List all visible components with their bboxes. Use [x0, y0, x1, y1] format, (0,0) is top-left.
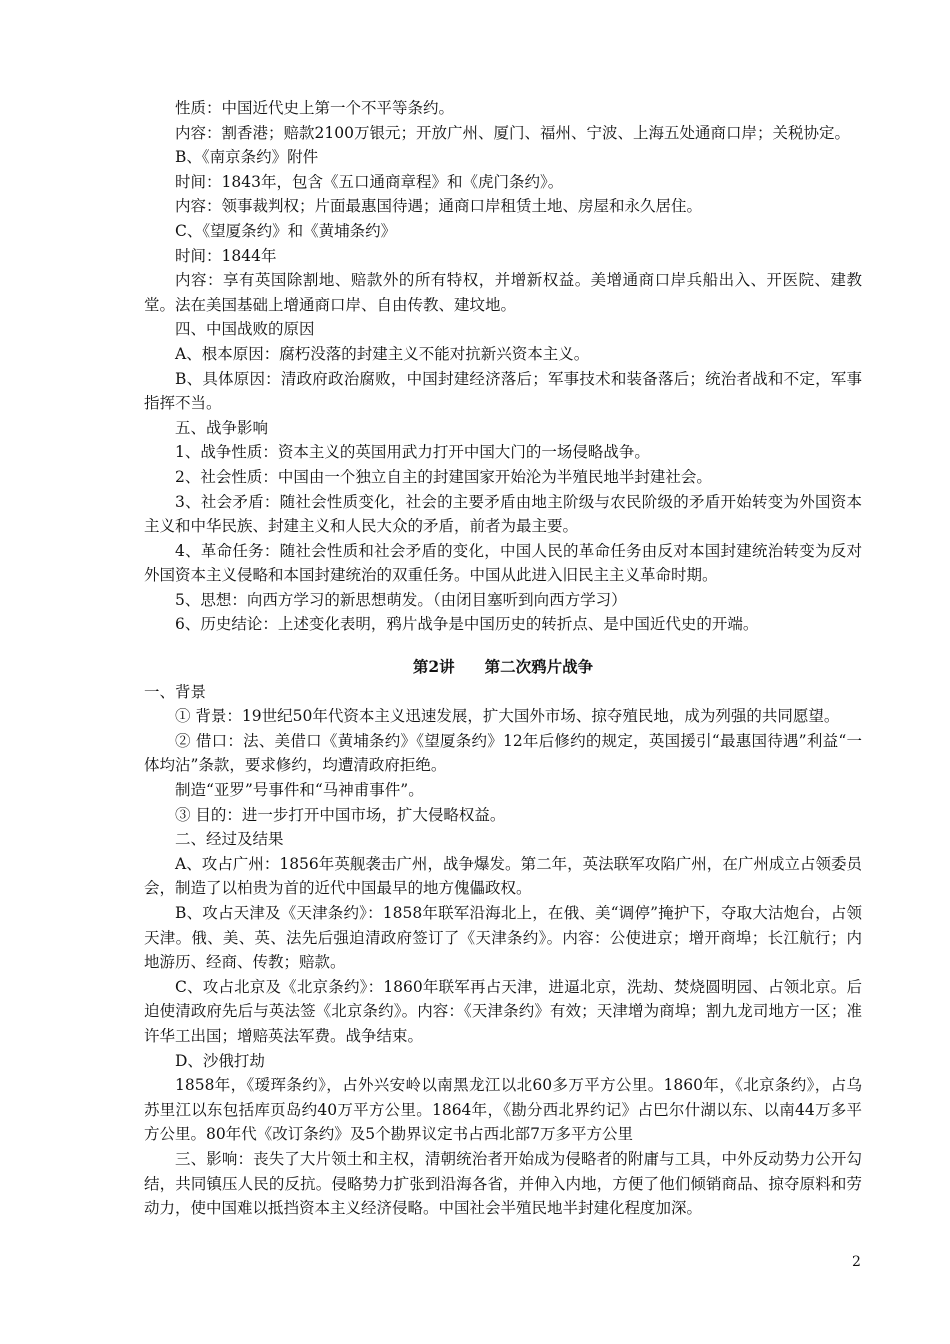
section-heading: 二、经过及结果 — [175, 830, 284, 849]
section-heading: 五、战争影响 — [175, 418, 269, 437]
paragraph: A、根本原因：腐朽没落的封建主义不能对抗新兴资本主义。 — [175, 344, 590, 363]
paragraph: B、具体原因：清政府政治腐败，中国封建经济落后；军事技术和装备落后；统治者战和不定，军事指挥不当。 — [144, 369, 862, 413]
lecture-number: 第2讲 — [412, 657, 455, 677]
paragraph: 时间：1843年，包含《五口通商章程》和《虎门条约》。 — [175, 172, 564, 191]
paragraph: 时间：1844年 — [175, 246, 277, 265]
paragraph: 3、社会矛盾：随社会性质变化，社会的主要矛盾由地主阶级与农民阶级的矛盾开始转变为外国资本主义和中华民族、封建主义和人民大众的矛盾，前者为最主要。 — [144, 492, 862, 536]
paragraph: C、攻占北京及《北京条约》：1860年联军再占天津，进逼北京，洗劫、焚烧圆明园、占领北京。后迫使清政府先后与英法签《北京条约》。内容：《天津条约》有效；天津增为商埠；割九龙司地方一区；准许华工出国；增赔英法军费。战争结束。 — [144, 977, 862, 1045]
paragraph: 1858年，《瑷珲条约》，占外兴安岭以南黑龙江以北60多万平方公里。1860年，《北京条约》，占乌苏里江以东包括库页岛约40万平方公里。1864年，《勘分西北界约记》占巴尔什湖以东、以南44万多平方公里。80年代《改订条约》及5个勘界议定书占西北部7万多平方公里 — [144, 1076, 862, 1144]
paragraph: ② 借口：法、美借口《黄埔条约》《望厦条约》12年后修约的规定，英国援引“最惠国待遇”利益“一体均沾”条款，要求修约，均遭清政府拒绝。 — [144, 731, 862, 775]
paragraph: ① 背景：19世纪50年代资本主义迅速发展，扩大国外市场、掠夺殖民地，成为列强的共同愿望。 — [175, 707, 840, 726]
paragraph: 1、战争性质：资本主义的英国用武力打开中国大门的一场侵略战争。 — [175, 443, 650, 462]
spacer — [144, 637, 862, 655]
paragraph: 内容：享有英国除割地、赔款外的所有特权，并增新权益。美增通商口岸兵船出入、开医院、建教堂。法在美国基础上增通商口岸、自由传教、建坟地。 — [144, 271, 862, 314]
paragraph: 4、革命任务：随社会性质和社会矛盾的变化，中国人民的革命任务由反对本国封建统治转变为反对外国资本主义侵略和本国封建统治的双重任务。中国从此进入旧民主主义革命时期。 — [144, 541, 862, 585]
lecture-title — [144, 655, 862, 680]
paragraph: D、沙俄打劫 — [175, 1051, 265, 1070]
page-number: 2 — [852, 1254, 861, 1270]
paragraph: 性质：中国近代史上第一个不平等条约。 — [175, 99, 455, 117]
section-heading: 四、中国战败的原因 — [175, 320, 315, 339]
paragraph: A、攻占广州：1856年英舰袭击广州，战争爆发。第二年，英法联军攻陷广州，在广州成立占领委员会，制造了以柏贵为首的近代中国最早的地方傀儡政权。 — [144, 854, 862, 898]
paragraph: C、《望厦条约》和《黄埔条约》 — [175, 221, 397, 240]
page-content — [144, 96, 862, 1221]
paragraph: 制造“亚罗”号事件和“马神甫事件”。 — [175, 781, 424, 800]
paragraph: B、攻占天津及《天津条约》：1858年联军沿海北上，在俄、美“调停”掩护下，夺取大沽炮台，占领天津。俄、美、英、法先后强迫清政府签订了《天津条约》。内容：公使进京；增开商埠；长江航行；内地游历、经商、传教；赔款。 — [144, 904, 862, 972]
section-heading: 一、背景 — [144, 682, 207, 701]
paragraph: B、《南京条约》附件 — [175, 148, 319, 167]
paragraph: ③ 目的：进一步打开中国市场，扩大侵略权益。 — [175, 805, 506, 824]
paragraph: 2、社会性质：中国由一个独立自主的封建国家开始沦为半殖民地半封建社会。 — [175, 467, 712, 486]
paragraph: 内容：领事裁判权；片面最惠国待遇；通商口岸租赁土地、房屋和永久居住。 — [175, 197, 703, 216]
paragraph: 5、思想：向西方学习的新思想萌发。（由闭目塞听到向西方学习） — [175, 590, 627, 609]
paragraph: 内容：割香港；赔款2100万银元；开放广州、厦门、福州、宁波、上海五处通商口岸；关税协定。 — [175, 123, 850, 142]
paragraph: 三、影响：丧失了大片领土和主权，清朝统治者开始成为侵略者的附庸与工具，中外反动势力公开勾结，共同镇压人民的反抗。侵略势力扩张到沿海各省，并伸入内地，方便了他们倾销商品、掠夺原料和劳动力，使中国难以抵挡资本主义经济侵略。中国社会半殖民地半封建化程度加深。 — [144, 1149, 862, 1218]
lecture-name: 第二次鸦片战争 — [484, 657, 594, 677]
paragraph: 6、历史结论：上述变化表明，鸦片战争是中国历史的转折点、是中国近代史的开端。 — [175, 615, 759, 634]
